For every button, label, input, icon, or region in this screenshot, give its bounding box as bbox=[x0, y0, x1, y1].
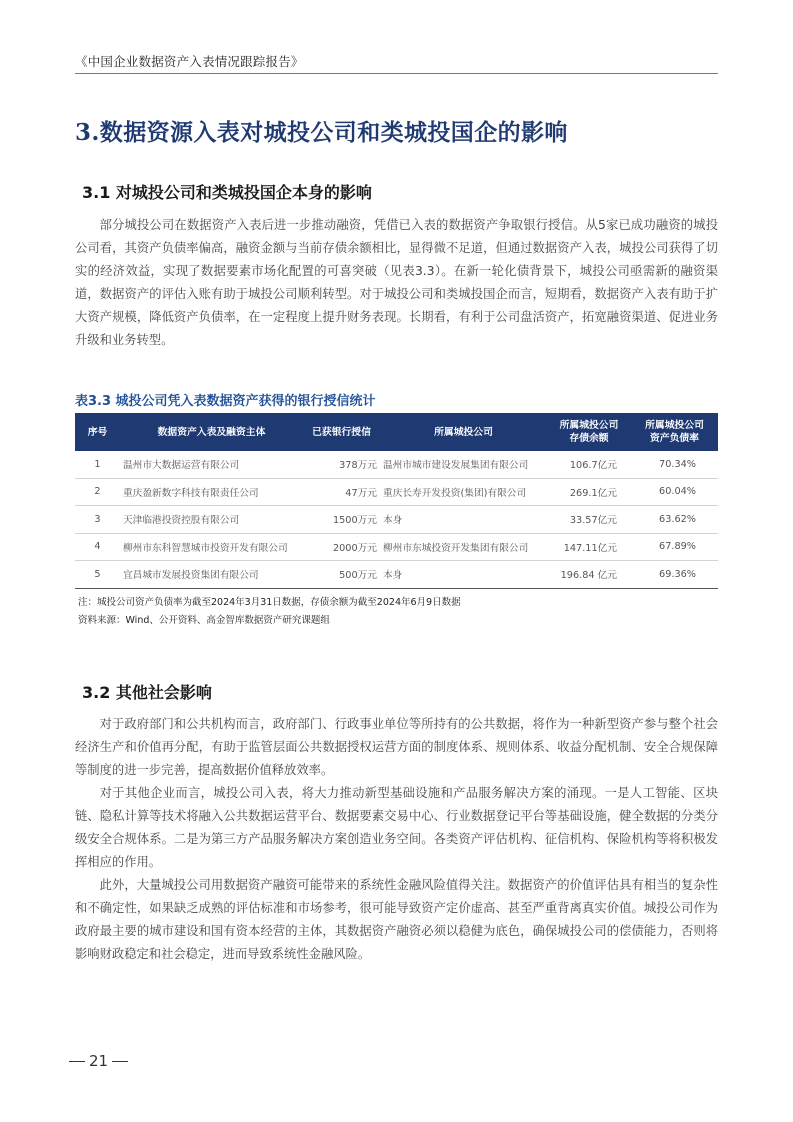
paragraph: 对于其他企业而言，城投公司入表，将大力推动新型基础设施和产品服务解决方案的涌现。一是人工智能、区块链、隐私计算等技术将融入公共数据运营平台、数据要素交易中心、行业数据登记平台等基础设施，健全数据的分类分级安全合规体系。二是为第三方产品服务解决方案创造业务空间。各类资产评估机构、征信机构、保险机构等将积极发挥相应的作用。 bbox=[75, 786, 718, 869]
credit-table bbox=[75, 413, 718, 589]
cell-credit: 378万元 bbox=[303, 451, 380, 478]
table-row bbox=[75, 451, 718, 478]
col-header-balance bbox=[547, 413, 631, 451]
col-header-balance-line1: 所属城投公司 bbox=[559, 420, 619, 431]
cell-balance: 106.7亿元 bbox=[547, 451, 631, 478]
section-3-2-title: 3.2 其他社会影响 bbox=[82, 683, 212, 702]
cell-entity: 天津临港投资控股有限公司 bbox=[120, 506, 303, 534]
header-rule bbox=[75, 73, 718, 74]
col-header-balance-line2: 存债余额 bbox=[569, 433, 609, 444]
table-row bbox=[75, 533, 718, 561]
col-header-entity: 数据资产入表及融资主体 bbox=[120, 413, 303, 451]
cell-parent: 重庆长寿开发投资(集团)有限公司 bbox=[380, 478, 547, 506]
cell-ratio: 63.62% bbox=[631, 506, 718, 534]
cell-parent: 本身 bbox=[380, 561, 547, 589]
table-header-row bbox=[75, 413, 718, 451]
cell-balance: 33.57亿元 bbox=[547, 506, 631, 534]
cell-balance: 147.11亿元 bbox=[547, 533, 631, 561]
cell-ratio: 60.04% bbox=[631, 478, 718, 506]
cell-no: 1 bbox=[75, 451, 120, 478]
section-3-1-title: 3.1 对城投公司和类城投国企本身的影响 bbox=[82, 183, 372, 202]
chapter-title: 3.数据资源入表对城投公司和类城投国企的影响 bbox=[75, 119, 568, 146]
cell-entity: 温州市大数据运营有限公司 bbox=[120, 451, 303, 478]
page-number-value: 21 bbox=[89, 1052, 109, 1070]
cell-credit: 2000万元 bbox=[303, 533, 380, 561]
running-header: 《中国企业数据资产入表情况跟踪报告》 bbox=[75, 54, 304, 69]
table-source: 资料来源：Wind、公开资料、高金智库数据资产研究课题组 bbox=[78, 615, 330, 626]
section-3-2-body bbox=[75, 713, 718, 966]
col-header-ratio bbox=[631, 413, 718, 451]
col-header-credit: 已获银行授信 bbox=[303, 413, 380, 451]
table-row bbox=[75, 478, 718, 506]
cell-no: 2 bbox=[75, 478, 120, 506]
cell-entity: 柳州市东科智慧城市投资开发有限公司 bbox=[120, 533, 303, 561]
col-header-parent: 所属城投公司 bbox=[380, 413, 547, 451]
cell-ratio: 67.89% bbox=[631, 533, 718, 561]
page-number bbox=[65, 1052, 132, 1070]
section-3-1-body bbox=[75, 214, 718, 352]
table-caption: 表3.3 城投公司凭入表数据资产获得的银行授信统计 bbox=[75, 394, 376, 409]
cell-parent: 柳州市东城投资开发集团有限公司 bbox=[380, 533, 547, 561]
cell-no: 3 bbox=[75, 506, 120, 534]
paragraph: 对于政府部门和公共机构而言，政府部门、行政事业单位等所持有的公共数据，将作为一种新型资产参与整个社会经济生产和价值再分配，有助于监管层面公共数据授权运营方面的制度体系、规则体系、收益分配机制、安全合规保障等制度的进一步完善，提高数据价值释放效率。 bbox=[75, 717, 718, 777]
cell-parent: 本身 bbox=[380, 506, 547, 534]
cell-parent: 温州市城市建设发展集团有限公司 bbox=[380, 451, 547, 478]
cell-credit: 47万元 bbox=[303, 478, 380, 506]
cell-credit: 500万元 bbox=[303, 561, 380, 589]
col-header-ratio-line2: 资产负债率 bbox=[650, 433, 699, 444]
table-row bbox=[75, 561, 718, 589]
paragraph: 部分城投公司在数据资产入表后进一步推动融资，凭借已入表的数据资产争取银行授信。从5家已成功融资的城投公司看，其资产负债率偏高，融资金额与当前存债余额相比，显得微不足道，但通过数据资产入表，城投公司获得了切实的经济效益，实现了数据要素市场化配置的可喜突破（见表3.3）。在新一轮化债背景下，城投公司亟需新的融资渠道，数据资产的评估入账有助于城投公司顺利转型。对于城投公司和类城投国企而言，短期看，数据资产入表有助于扩大资产规模，降低资产负债率，在一定程度上提升财务表现。长期看，有利于公司盘活资产，拓宽融资渠道、促进业务升级和业务转型。 bbox=[75, 218, 718, 347]
col-header-no: 序号 bbox=[75, 413, 120, 451]
cell-entity: 宜昌城市发展投资集团有限公司 bbox=[120, 561, 303, 589]
cell-no: 4 bbox=[75, 533, 120, 561]
page-number-dash-right bbox=[112, 1061, 128, 1062]
paragraph: 此外，大量城投公司用数据资产融资可能带来的系统性金融风险值得关注。数据资产的价值评估具有相当的复杂性和不确定性，如果缺乏成熟的评估标准和市场参考，很可能导致资产定价虚高、甚至严重背离真实价值。城投公司作为政府最主要的城市建设和国有资本经营的主体，其数据资产融资必须以稳健为底色，确保城投公司的偿债能力，否则将影响财政稳定和社会稳定，进而导致系统性金融风险。 bbox=[75, 878, 718, 961]
cell-ratio: 69.36% bbox=[631, 561, 718, 589]
cell-ratio: 70.34% bbox=[631, 451, 718, 478]
table-notes bbox=[78, 594, 461, 630]
page-number-dash-left bbox=[69, 1061, 85, 1062]
table-row bbox=[75, 506, 718, 534]
col-header-ratio-line1: 所属城投公司 bbox=[645, 420, 704, 431]
table-note: 注：城投公司资产负债率为截至2024年3月31日数据，存债余额为截至2024年6月9日数据 bbox=[78, 597, 461, 608]
cell-entity: 重庆盈新数字科技有限责任公司 bbox=[120, 478, 303, 506]
cell-no: 5 bbox=[75, 561, 120, 589]
cell-balance: 196.84 亿元 bbox=[547, 561, 631, 589]
cell-credit: 1500万元 bbox=[303, 506, 380, 534]
cell-balance: 269.1亿元 bbox=[547, 478, 631, 506]
